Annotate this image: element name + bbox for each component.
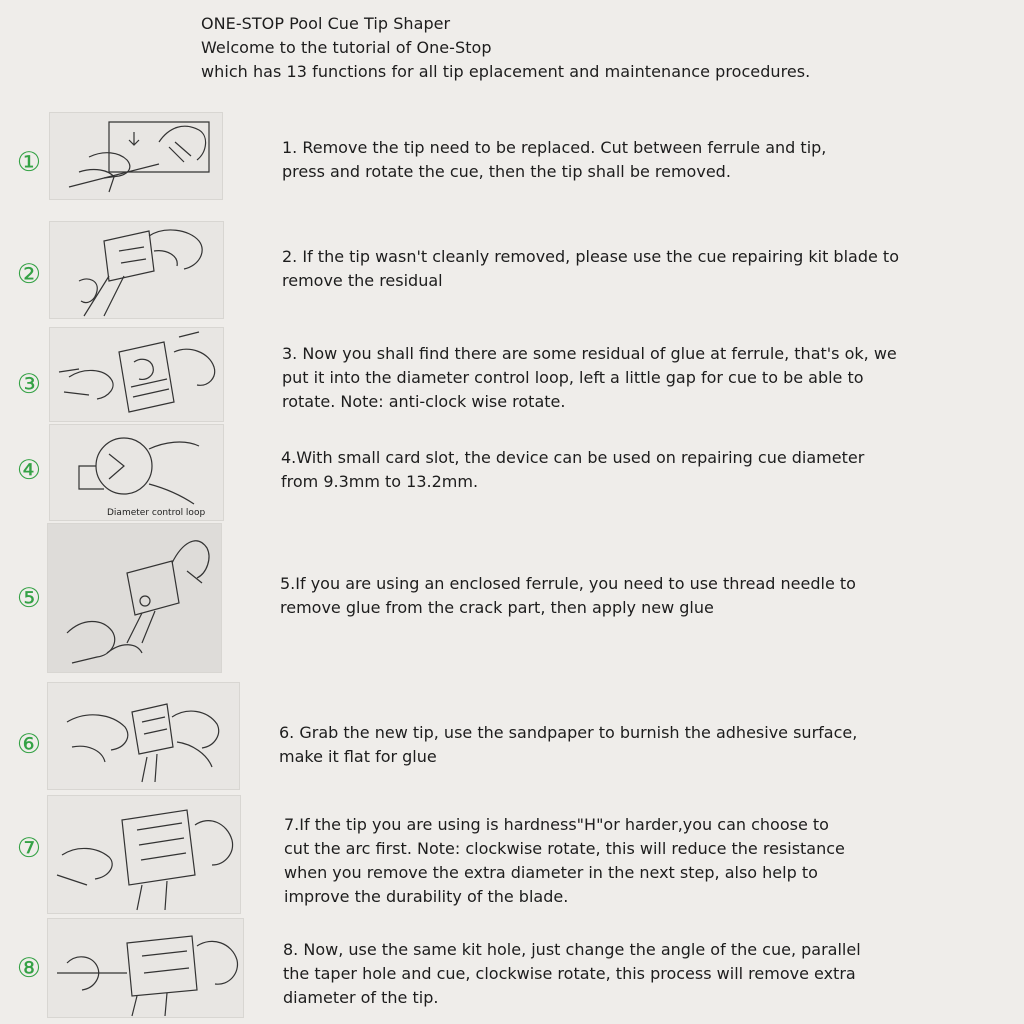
step-3-line-1: 3. Now you shall find there are some residual of glue at ferrule, that's ok, we <box>282 344 897 363</box>
step-8-line-3: diameter of the tip. <box>283 988 439 1007</box>
step-7-line-2: cut the arc first. Note: clockwise rotate, this will reduce the resistance <box>284 839 845 858</box>
header-description: which has 13 functions for all tip eplacement and maintenance procedures. <box>201 62 811 81</box>
step-2-text <box>282 245 899 293</box>
step-1-text <box>282 136 826 184</box>
step-3-illustration <box>49 327 224 422</box>
step-7-text <box>284 813 845 909</box>
tutorial-header <box>201 12 810 84</box>
step-2-illustration <box>49 221 224 319</box>
step-3-text <box>282 342 897 414</box>
step-8-marker: ⑧ <box>16 953 42 984</box>
step-5-line-2: remove glue from the crack part, then apply new glue <box>280 598 714 617</box>
step-7-illustration <box>47 795 241 914</box>
step-7-line-1: 7.If the tip you are using is hardness"H"or harder,you can choose to <box>284 815 829 834</box>
step-6-line-1: 6. Grab the new tip, use the sandpaper to burnish the adhesive surface, <box>279 723 858 742</box>
step-4-line-1: 4.With small card slot, the device can be used on repairing cue diameter <box>281 448 865 467</box>
step-7-line-3: when you remove the extra diameter in the next step, also help to <box>284 863 818 882</box>
step-6-text <box>279 721 857 769</box>
step-1-line-1: 1. Remove the tip need to be replaced. Cut between ferrule and tip, <box>282 138 827 157</box>
header-title: ONE-STOP Pool Cue Tip Shaper <box>201 14 451 33</box>
step-8-line-2: the taper hole and cue, clockwise rotate, this process will remove extra <box>283 964 856 983</box>
step-2-line-1: 2. If the tip wasn't cleanly removed, please use the cue repairing kit blade to <box>282 247 899 266</box>
step-6-marker: ⑥ <box>16 729 42 760</box>
step-6-illustration <box>47 682 240 790</box>
step-2-line-2: remove the residual <box>282 271 443 290</box>
step-3-line-3: rotate. Note: anti-clock wise rotate. <box>282 392 566 411</box>
step-4-caption: Diameter control loop <box>107 508 206 518</box>
header-welcome: Welcome to the tutorial of One-Stop <box>201 38 492 57</box>
step-4-marker: ④ <box>16 455 42 486</box>
step-1-marker: ① <box>16 147 42 178</box>
step-4-line-2: from 9.3mm to 13.2mm. <box>281 472 479 491</box>
step-4-illustration <box>49 424 224 521</box>
step-7-marker: ⑦ <box>16 833 42 864</box>
step-8-line-1: 8. Now, use the same kit hole, just change the angle of the cue, parallel <box>283 940 861 959</box>
step-2-marker: ② <box>16 259 42 290</box>
step-8-text <box>283 938 861 1010</box>
step-6-line-2: make it flat for glue <box>279 747 437 766</box>
step-7-line-4: improve the durability of the blade. <box>284 887 569 906</box>
step-5-marker: ⑤ <box>16 583 42 614</box>
step-4-text <box>281 446 864 494</box>
step-5-illustration <box>47 523 222 673</box>
step-5-line-1: 5.If you are using an enclosed ferrule, you need to use thread needle to <box>280 574 856 593</box>
step-3-line-2: put it into the diameter control loop, left a little gap for cue to be able to <box>282 368 864 387</box>
step-5-text <box>280 572 856 620</box>
step-1-line-2: press and rotate the cue, then the tip shall be removed. <box>282 162 731 181</box>
step-3-marker: ③ <box>16 369 42 400</box>
step-8-illustration <box>47 918 244 1018</box>
step-1-illustration <box>49 112 223 200</box>
